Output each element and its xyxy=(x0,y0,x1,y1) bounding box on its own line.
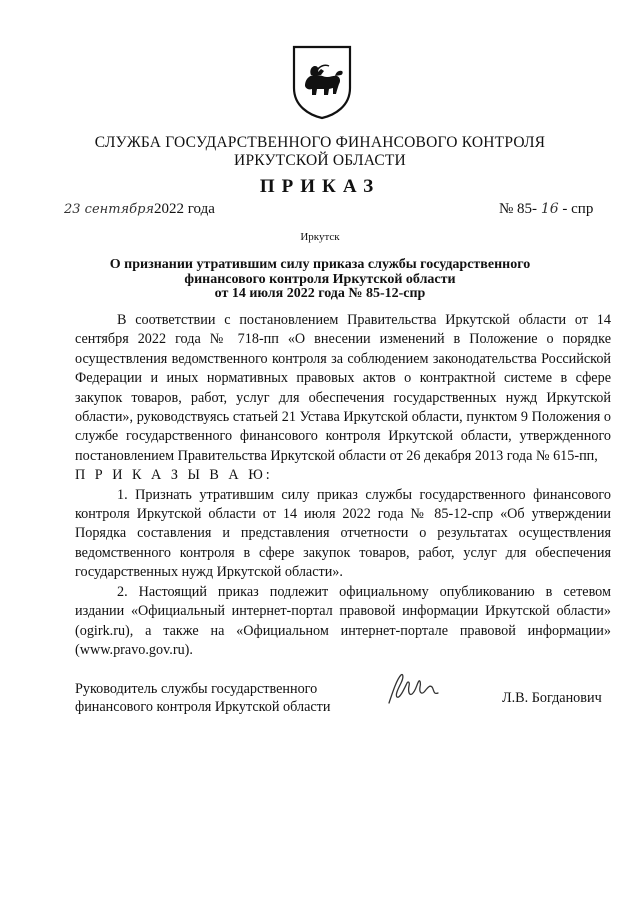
order-subject xyxy=(60,258,580,302)
handwritten-date: 23 сентября xyxy=(64,202,155,217)
handwritten-number: 16 xyxy=(540,201,559,217)
position-line2: финансового контроля Иркутской области xyxy=(75,699,331,715)
irkutsk-coat-of-arms-icon xyxy=(291,44,353,120)
subject-line1: О признании утратившим силу приказа службы государственного xyxy=(109,257,531,272)
order-item-1: 1. Признать утратившим силу приказ службы государственного финансового контроля Иркутской области от 14 июля 2022 года № 85-12-спр «Об утверждении Порядка составления и представления отчетности о результатах осуществления ведомственного контроля в сфере закупок товаров, работ, услуг для обеспечения государственных нужд Иркутской области». xyxy=(75,486,611,581)
number-suffix: - спр xyxy=(562,201,594,217)
order-body xyxy=(75,311,611,660)
signatory-position xyxy=(75,680,330,716)
order-word: П Р И К А З Ы В А Ю: xyxy=(75,467,273,484)
document-number xyxy=(499,201,593,218)
order-item-2: 2. Настоящий приказ подлежит официальному опубликованию в сетевом издании «Официальный интернет-портал правовой информации Иркутской области» (ogirk.ru), а также на «Официальном интернет-портале правовой информации» (www.pravo.gov.ru). xyxy=(75,583,611,658)
printed-year: 2022 года xyxy=(154,201,215,217)
handwritten-signature xyxy=(383,669,445,709)
organization-name-line1: СЛУЖБА ГОСУДАРСТВЕННОГО ФИНАНСОВОГО КОНТРОЛЯ xyxy=(94,134,546,151)
subject-line2: финансового контроля Иркутской области xyxy=(184,271,456,287)
subject-line3: от 14 июля 2022 года № 85-12-спр xyxy=(214,286,426,301)
position-line1: Руководитель службы государственного xyxy=(75,681,318,697)
document-type-title: ПРИКАЗ xyxy=(259,176,381,197)
preamble-paragraph: В соответствии с постановлением Правительства Иркутской области от 14 сентября 2022 года № 718-пп «О внесении изменений в Положение о порядке осуществления ведомственного контроля за соблюдением законодательства Российской Федерации и иных нормативных правовых актов о контрактной системе в сфере закупок товаров, работ, услуг для обеспечения государственных нужд Иркутской области», руководствуясь статьей 21 Устава Иркутской области, пунктом 9 Положения о службе государственного финансового контроля Иркутской области, утвержденного постановлением Правительства Иркутской области от 26 декабря 2013 года № 615-пп, xyxy=(75,312,611,464)
document-date xyxy=(64,201,215,218)
number-prefix: № 85- xyxy=(499,201,538,217)
signatory-name: Л.В. Богданович xyxy=(502,690,602,706)
organization-name-line2: ИРКУТСКОЙ ОБЛАСТИ xyxy=(234,152,406,169)
city-label: Иркутск xyxy=(300,231,340,243)
